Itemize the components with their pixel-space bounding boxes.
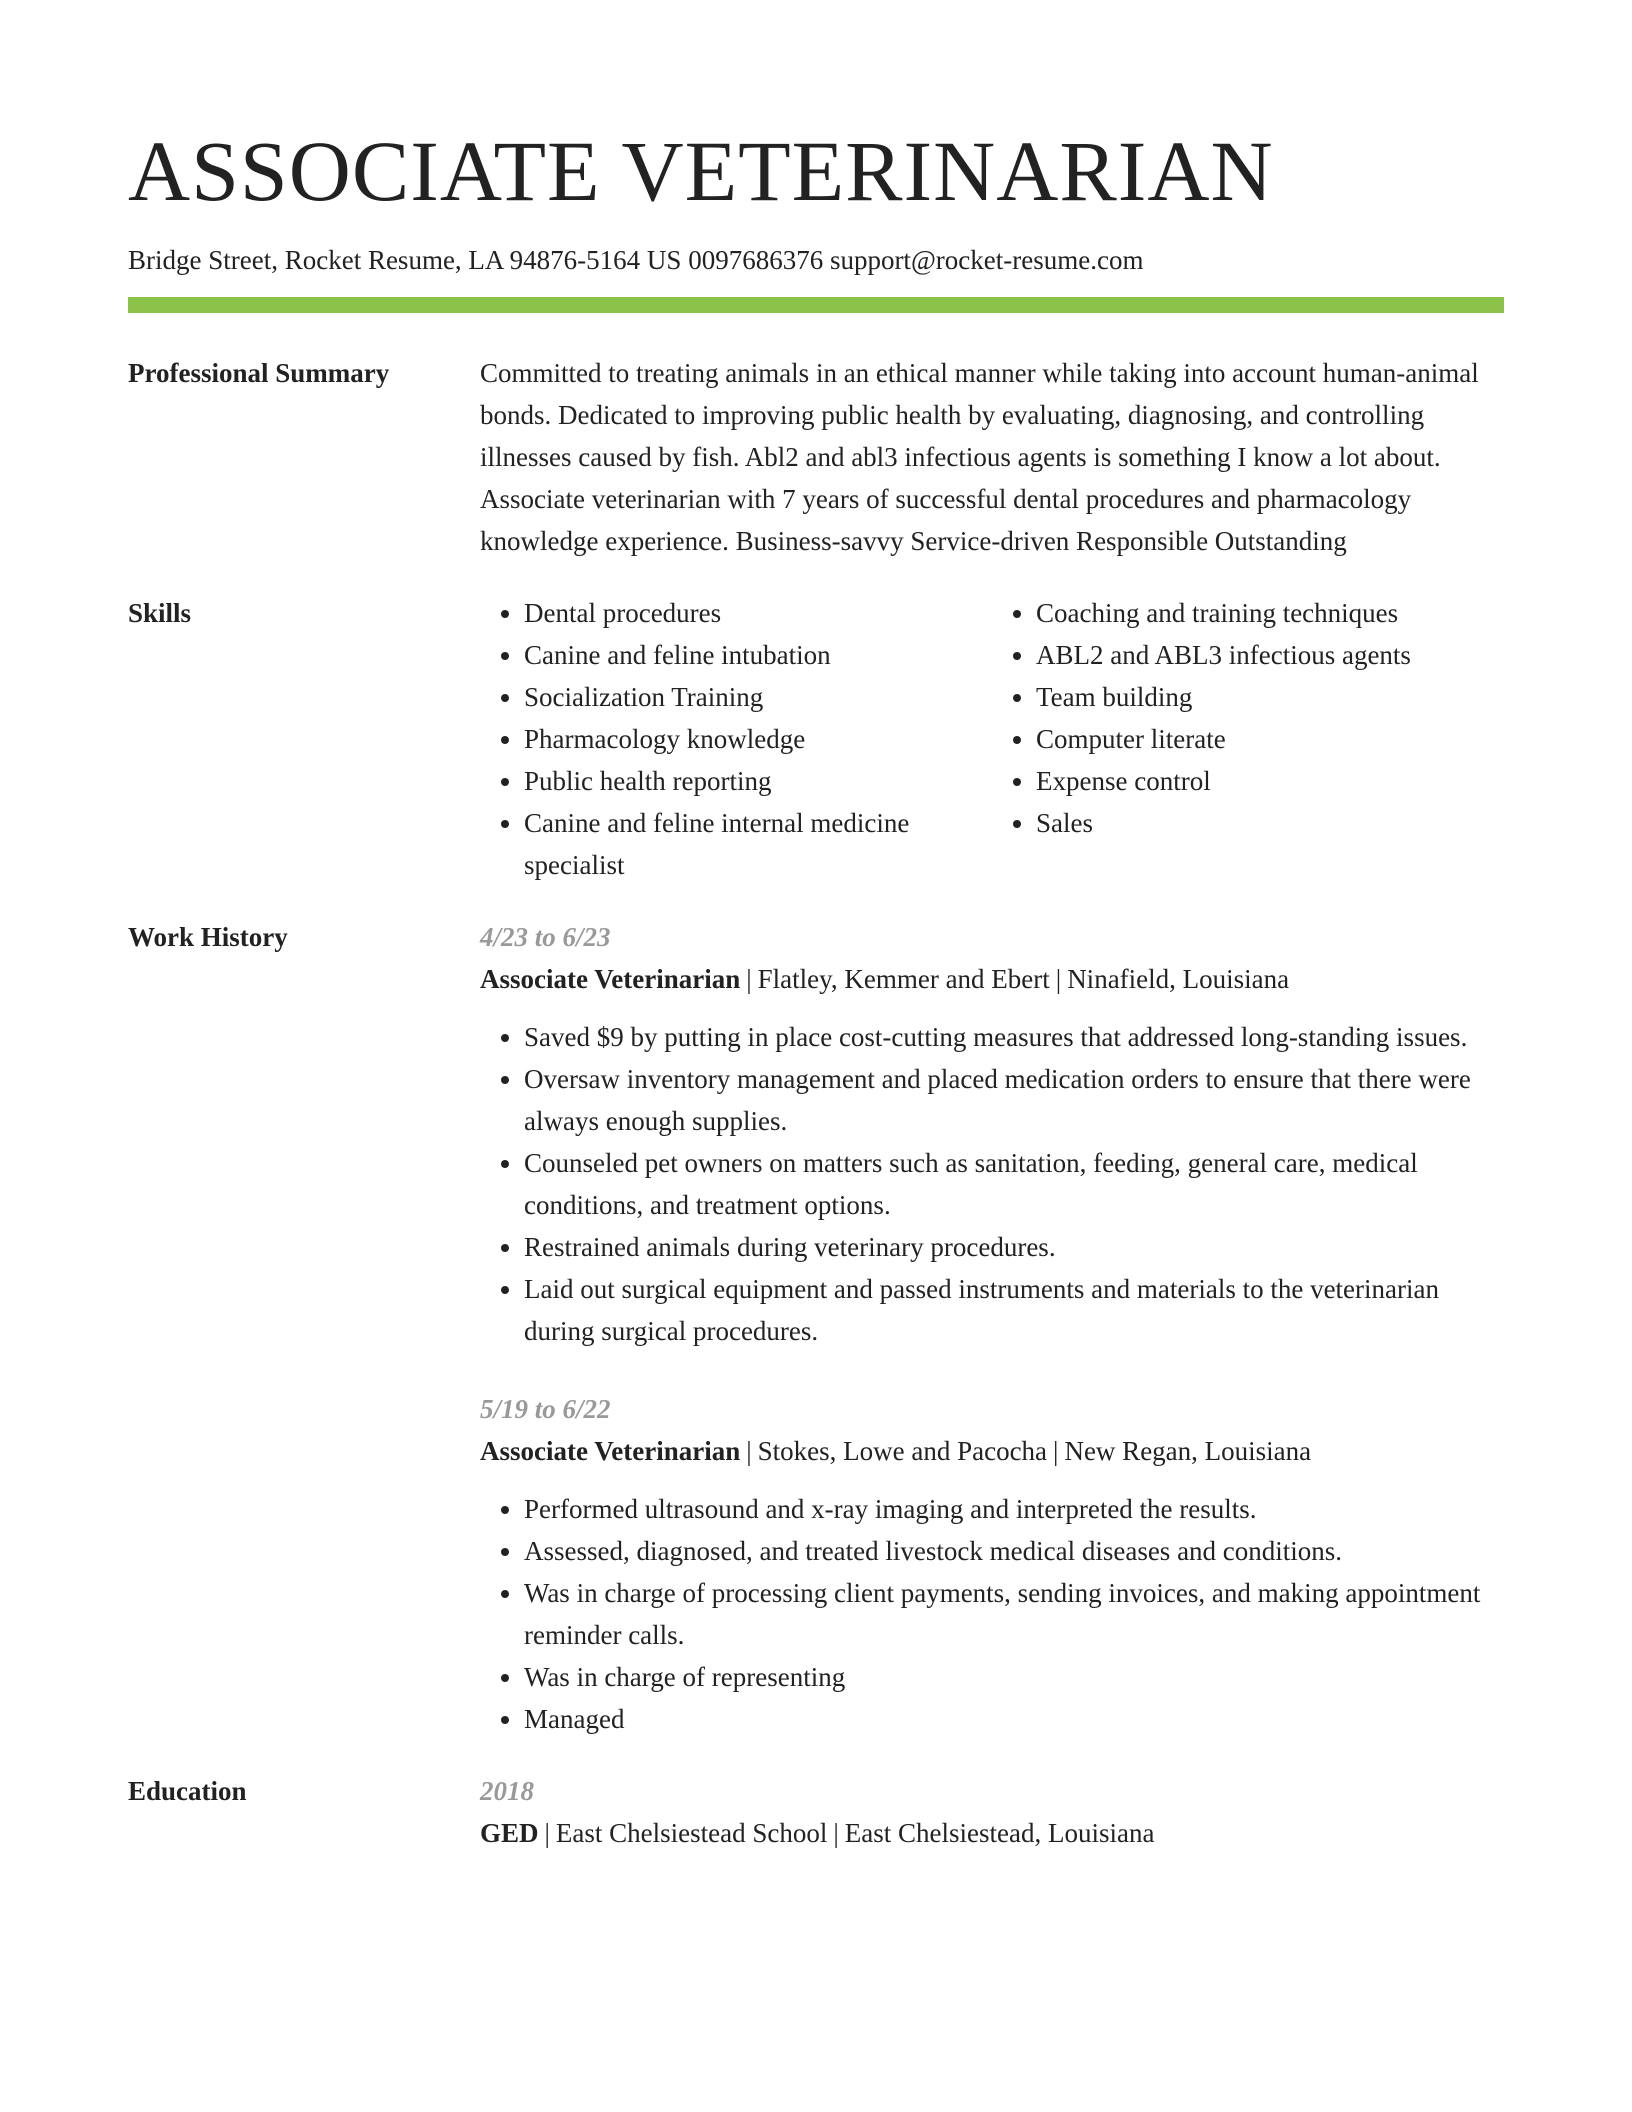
contact-line — [128, 242, 1504, 278]
skill-item: • Socialization Training — [524, 676, 992, 718]
job-bullet: • Assessed, diagnosed, and treated livestock medical diseases and conditions. — [524, 1530, 1504, 1572]
summary-body — [480, 352, 1504, 562]
contact-phone: 0097686376 — [688, 245, 824, 275]
job-location: New Regan, Louisiana — [1064, 1436, 1312, 1466]
skill-item: • Computer literate — [1036, 718, 1504, 760]
summary-text: Committed to treating animals in an ethical manner while taking into account human-animal bonds. Dedicated to improving public health by evaluating, diagnosing, and controlling illnesses caused by fish. Abl2 and abl3 infectious agents is something I know a lot about. Associate veterinarian with 7 years of successful dental procedures and pharmacology knowledge experience. Business-savvy Service-driven Responsible Outstanding — [480, 358, 1479, 556]
skills-heading: Skills — [128, 598, 192, 628]
job-bullet: • Laid out surgical equipment and passed instruments and materials to the veterinarian during surgical procedures. — [524, 1268, 1504, 1352]
skill-item: • Coaching and training techniques — [1036, 592, 1504, 634]
job-title: Associate Veterinarian — [480, 964, 741, 994]
job-location: Ninafield, Louisiana — [1067, 964, 1290, 994]
job-entry — [480, 1388, 1504, 1740]
job-bullet: • Was in charge of processing client payments, sending invoices, and making appointment reminder calls. — [524, 1572, 1504, 1656]
summary-heading: Professional Summary — [128, 358, 390, 388]
job-company: Flatley, Kemmer and Ebert — [757, 964, 1050, 994]
education-degree: GED — [480, 1818, 539, 1848]
skill-item: • Expense control — [1036, 760, 1504, 802]
separator: | — [746, 1436, 752, 1466]
separator: | — [1053, 1436, 1059, 1466]
skill-item: • Pharmacology knowledge — [524, 718, 992, 760]
job-entry — [480, 916, 1504, 1352]
education-school: East Chelsiestead School — [555, 1818, 828, 1848]
header-divider — [128, 297, 1504, 313]
skill-item: • Public health reporting — [524, 760, 992, 802]
candidate-name: ASSOCIATE VETERINARIAN — [128, 123, 1274, 219]
skill-item: • Dental procedures — [524, 592, 992, 634]
education-body — [480, 1770, 1504, 1870]
education-date: 2018 — [480, 1776, 534, 1806]
job-bullet: • Restrained animals during veterinary procedures. — [524, 1226, 1504, 1268]
job-bullet: • Managed — [524, 1698, 1504, 1740]
skills-body — [480, 592, 1504, 886]
work-history-heading: Work History — [128, 922, 288, 952]
education-location: East Chelsiestead, Louisiana — [844, 1818, 1155, 1848]
job-bullet: • Saved $9 by putting in place cost-cutting measures that addressed long-standing issues. — [524, 1016, 1504, 1058]
education-line — [480, 1812, 1504, 1854]
job-dates: 5/19 to 6/22 — [480, 1394, 611, 1424]
skill-item: • Team building — [1036, 676, 1504, 718]
separator: | — [833, 1818, 839, 1848]
skills-column-1 — [480, 592, 992, 886]
job-bullets — [480, 1016, 1504, 1352]
work-history-body — [480, 916, 1504, 1740]
separator: | — [544, 1818, 550, 1848]
skills-column-2 — [992, 592, 1504, 886]
job-dates: 4/23 to 6/23 — [480, 922, 611, 952]
job-role-line — [480, 958, 1504, 1000]
work-history-section — [128, 916, 1504, 1740]
skills-section — [128, 592, 1504, 886]
contact-email: support@rocket-resume.com — [829, 245, 1144, 275]
job-role-line — [480, 1430, 1504, 1472]
education-heading: Education — [128, 1776, 247, 1806]
job-company: Stokes, Lowe and Pacocha — [757, 1436, 1048, 1466]
separator: | — [746, 964, 752, 994]
job-bullet: • Oversaw inventory management and placed medication orders to ensure that there were always enough supplies. — [524, 1058, 1504, 1142]
summary-section — [128, 352, 1504, 562]
skill-item: • ABL2 and ABL3 infectious agents — [1036, 634, 1504, 676]
skill-item: • Sales — [1036, 802, 1504, 844]
skills-grid — [480, 592, 1504, 886]
contact-address: Bridge Street, Rocket Resume, LA 94876-5164 US — [128, 245, 682, 275]
education-section — [128, 1770, 1504, 1870]
skill-item: • Canine and feline internal medicine specialist — [524, 802, 992, 886]
job-bullet: • Was in charge of representing — [524, 1656, 1504, 1698]
job-bullet: • Performed ultrasound and x-ray imaging and interpreted the results. — [524, 1488, 1504, 1530]
job-bullet: • Counseled pet owners on matters such as sanitation, feeding, general care, medical conditions, and treatment options. — [524, 1142, 1504, 1226]
job-bullets — [480, 1488, 1504, 1740]
skill-item: • Canine and feline intubation — [524, 634, 992, 676]
job-title: Associate Veterinarian — [480, 1436, 741, 1466]
separator: | — [1055, 964, 1062, 994]
